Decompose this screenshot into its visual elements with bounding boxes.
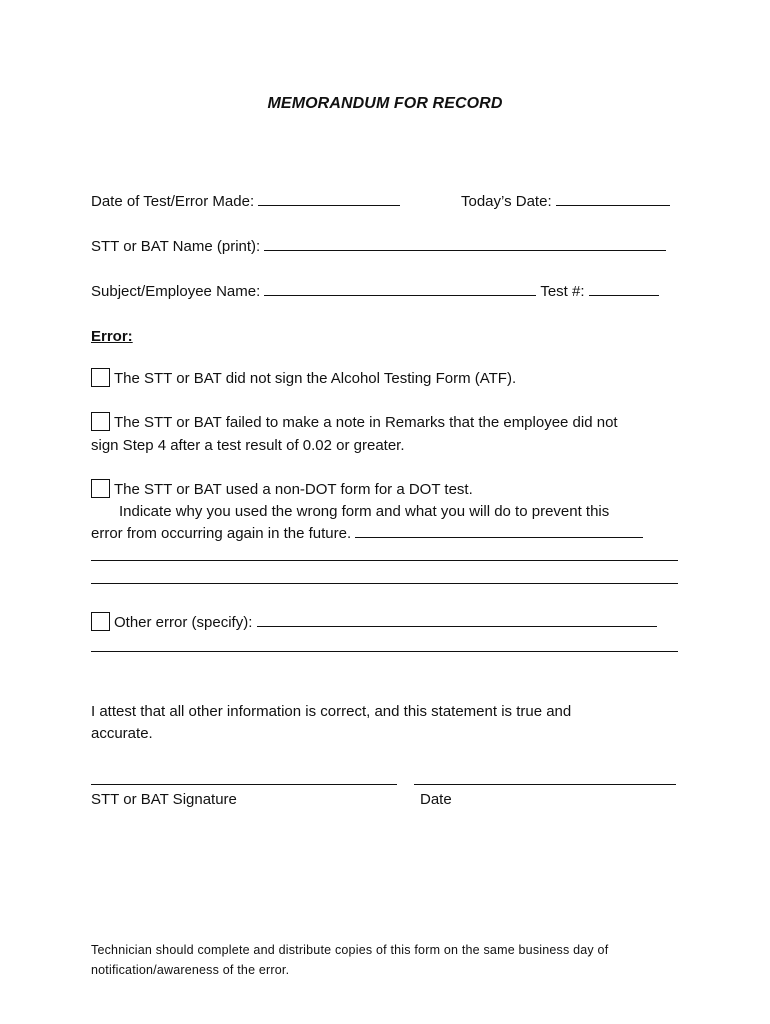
- signature-line[interactable]: [91, 784, 397, 785]
- error-option-3-explanation-field[interactable]: [355, 523, 643, 538]
- page-title: MEMORANDUM FOR RECORD: [267, 95, 503, 112]
- footer-note-line-1: Technician should complete and distribute copies of this form on the same business day of: [91, 943, 609, 957]
- error-option-1-checkbox[interactable]: [91, 368, 110, 387]
- error-option-3-checkbox[interactable]: [91, 479, 110, 498]
- error-option-1: [91, 368, 516, 390]
- attestation-line-2: accurate.: [91, 725, 153, 742]
- error-option-1-label: The STT or BAT did not sign the Alcohol Testing Form (ATF).: [114, 370, 517, 387]
- date-of-test-label: Date of Test/Error Made:: [91, 193, 255, 210]
- subject-name-label: Subject/Employee Name:: [91, 283, 261, 300]
- error-option-2-label-line1: The STT or BAT failed to make a note in Remarks that the employee did not: [114, 414, 618, 431]
- error-option-2-checkbox[interactable]: [91, 412, 110, 431]
- signature-date-line[interactable]: [414, 784, 676, 785]
- todays-date-label: Today’s Date:: [461, 193, 552, 210]
- subject-name-row: [91, 281, 659, 303]
- test-number-field[interactable]: [589, 281, 659, 296]
- signature-label: STT or BAT Signature: [91, 791, 237, 808]
- signature-date-label: Date: [420, 791, 452, 808]
- attestation-line-1: I attest that all other information is correct, and this statement is true and: [91, 703, 572, 720]
- error-option-3-explanation-row: [91, 523, 643, 545]
- error-option-3-label-line3: error from occurring again in the future.: [91, 525, 352, 542]
- subject-name-field[interactable]: [264, 281, 536, 296]
- error-option-2-line2: sign Step 4 after a test result of 0.02 or greater.: [91, 437, 405, 454]
- error-option-3-explanation-line-3[interactable]: [91, 583, 678, 584]
- error-option-3: [91, 479, 473, 501]
- error-option-3-explanation-line-2[interactable]: [91, 560, 678, 561]
- error-option-4-label: Other error (specify):: [114, 614, 253, 631]
- stt-bat-name-label: STT or BAT Name (print):: [91, 238, 261, 255]
- error-heading: Error:: [91, 328, 133, 345]
- stt-bat-name-field[interactable]: [264, 236, 666, 251]
- stt-bat-name-row: [91, 236, 666, 258]
- other-error-line-2[interactable]: [91, 651, 678, 652]
- error-option-3-instruction: Indicate why you used the wrong form and what you will do to prevent this: [119, 503, 610, 520]
- other-error-field[interactable]: [257, 612, 657, 627]
- error-option-4-checkbox[interactable]: [91, 612, 110, 631]
- date-of-test-row: [91, 191, 400, 213]
- error-option-2: [91, 412, 618, 434]
- todays-date-field[interactable]: [556, 191, 670, 206]
- test-number-label: Test #:: [540, 283, 585, 300]
- date-of-test-field[interactable]: [258, 191, 400, 206]
- todays-date-row: [461, 191, 670, 213]
- error-option-3-label-line1: The STT or BAT used a non-DOT form for a DOT test.: [114, 481, 473, 498]
- footer-note: [91, 940, 681, 980]
- footer-note-line-2: notification/awareness of the error.: [91, 963, 290, 977]
- error-option-4: [91, 612, 657, 634]
